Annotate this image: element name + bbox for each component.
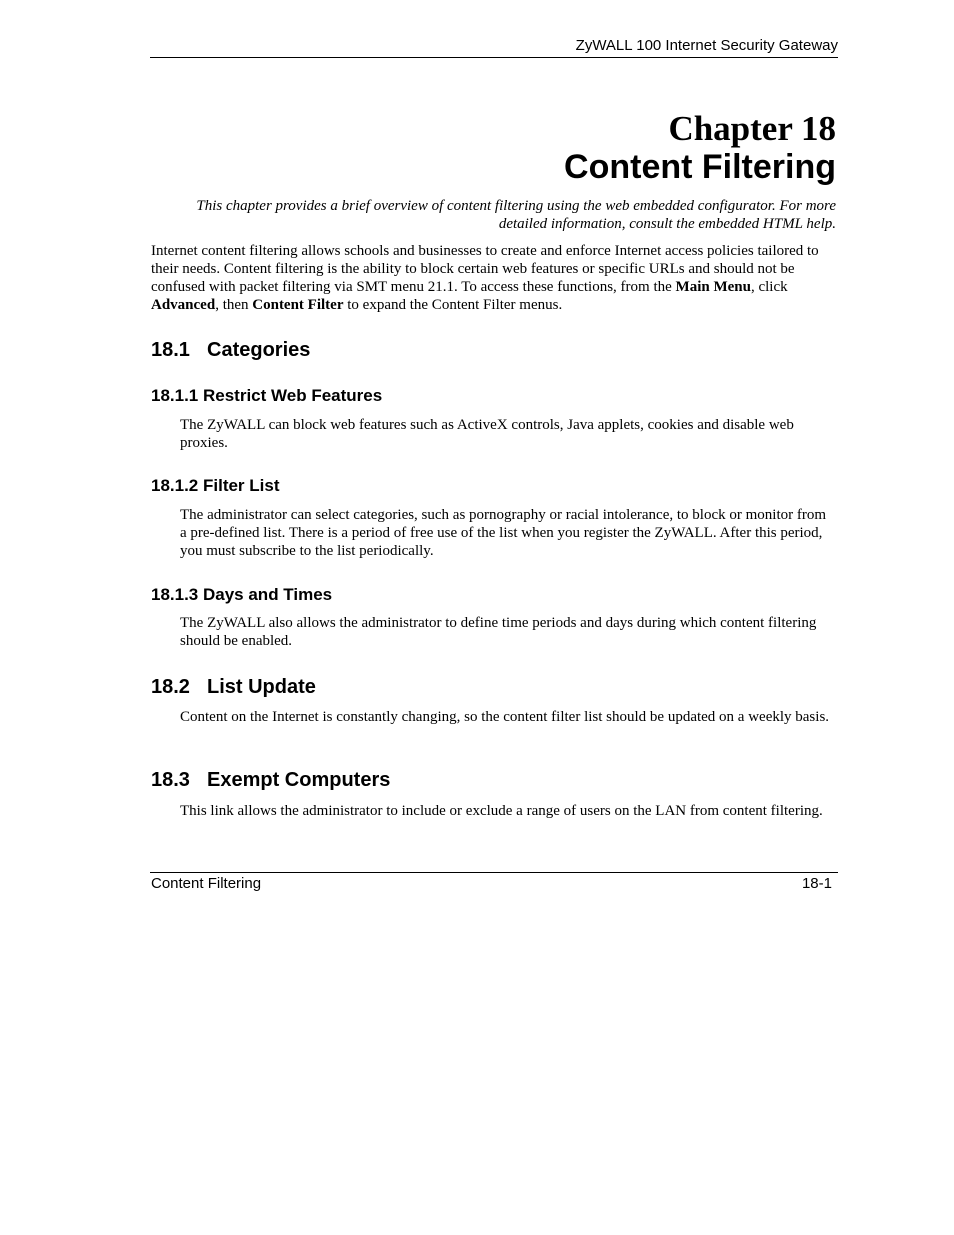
subsection-heading-18-1-3: 18.1.3 Days and Times [151,585,333,604]
intro-text-3: , then [215,297,253,313]
advanced-term: Advanced [151,297,216,313]
subsection-heading-18-1-1: 18.1.1 Restrict Web Features [151,386,383,405]
content-filter-term: Content Filter [252,297,344,313]
section-title: Exempt Computers [207,769,391,791]
section-title: List Update [207,676,316,698]
chapter-number: Chapter 18 [668,109,836,148]
footer-rule [150,872,838,873]
subsection-body-18-1-3: The ZyWALL also allows the administrator to define time periods and days during which content filtering should be enabled. [180,615,817,649]
chapter-intro-line-1: This chapter provides a brief overview of content filtering using the web embedded configurator. For more [196,198,836,214]
subsection-body-18-1-2: The administrator can select categories, such as pornography or racial intolerance, to block or monitor from a pre-defined list. There is a period of free use of the list when you register the ZyWALL. After this period, you must subscribe to the list periodically. [180,507,827,559]
section-body-18-3: This link allows the administrator to include or exclude a range of users on the LAN from content filtering. [180,803,823,819]
section-heading-18-2 [151,675,316,699]
section-number: 18.1 [151,339,190,361]
footer-page-number: 18-1 [801,875,832,892]
section-number: 18.2 [151,676,190,698]
main-menu-term: Main Menu [675,279,751,295]
footer-chapter-title: Content Filtering [151,875,262,892]
section-number: 18.3 [151,769,190,791]
subsection-heading-18-1-2: 18.1.2 Filter List [151,476,280,495]
chapter-title: Content Filtering [564,148,836,186]
chapter-intro [150,197,836,233]
running-header: ZyWALL 100 Internet Security Gateway [575,37,838,54]
subsection-body-18-1-1: The ZyWALL can block web features such as ActiveX controls, Java applets, cookies and disable web proxies. [180,417,794,451]
section-heading-18-3 [151,768,390,792]
header-rule [150,57,838,58]
intro-text-4: to expand the Content Filter menus. [343,297,563,313]
section-body-18-2: Content on the Internet is constantly changing, so the content filter list should be updated on a weekly basis. [180,709,830,725]
section-title: Categories [207,339,311,361]
section-heading-18-1 [151,338,310,362]
intro-paragraph [151,242,833,314]
intro-text-2: , click [750,279,788,295]
chapter-intro-line-2: detailed information, consult the embedded HTML help. [498,216,836,232]
intro-text-1: Internet content filtering allows schools and businesses to create and enforce Internet access policies tailored to their needs. Content filtering is the ability to block certain web features or specific URLs and should not be confused with packet filtering via SMT menu 21.1. To access these functions, from the [151,243,819,295]
